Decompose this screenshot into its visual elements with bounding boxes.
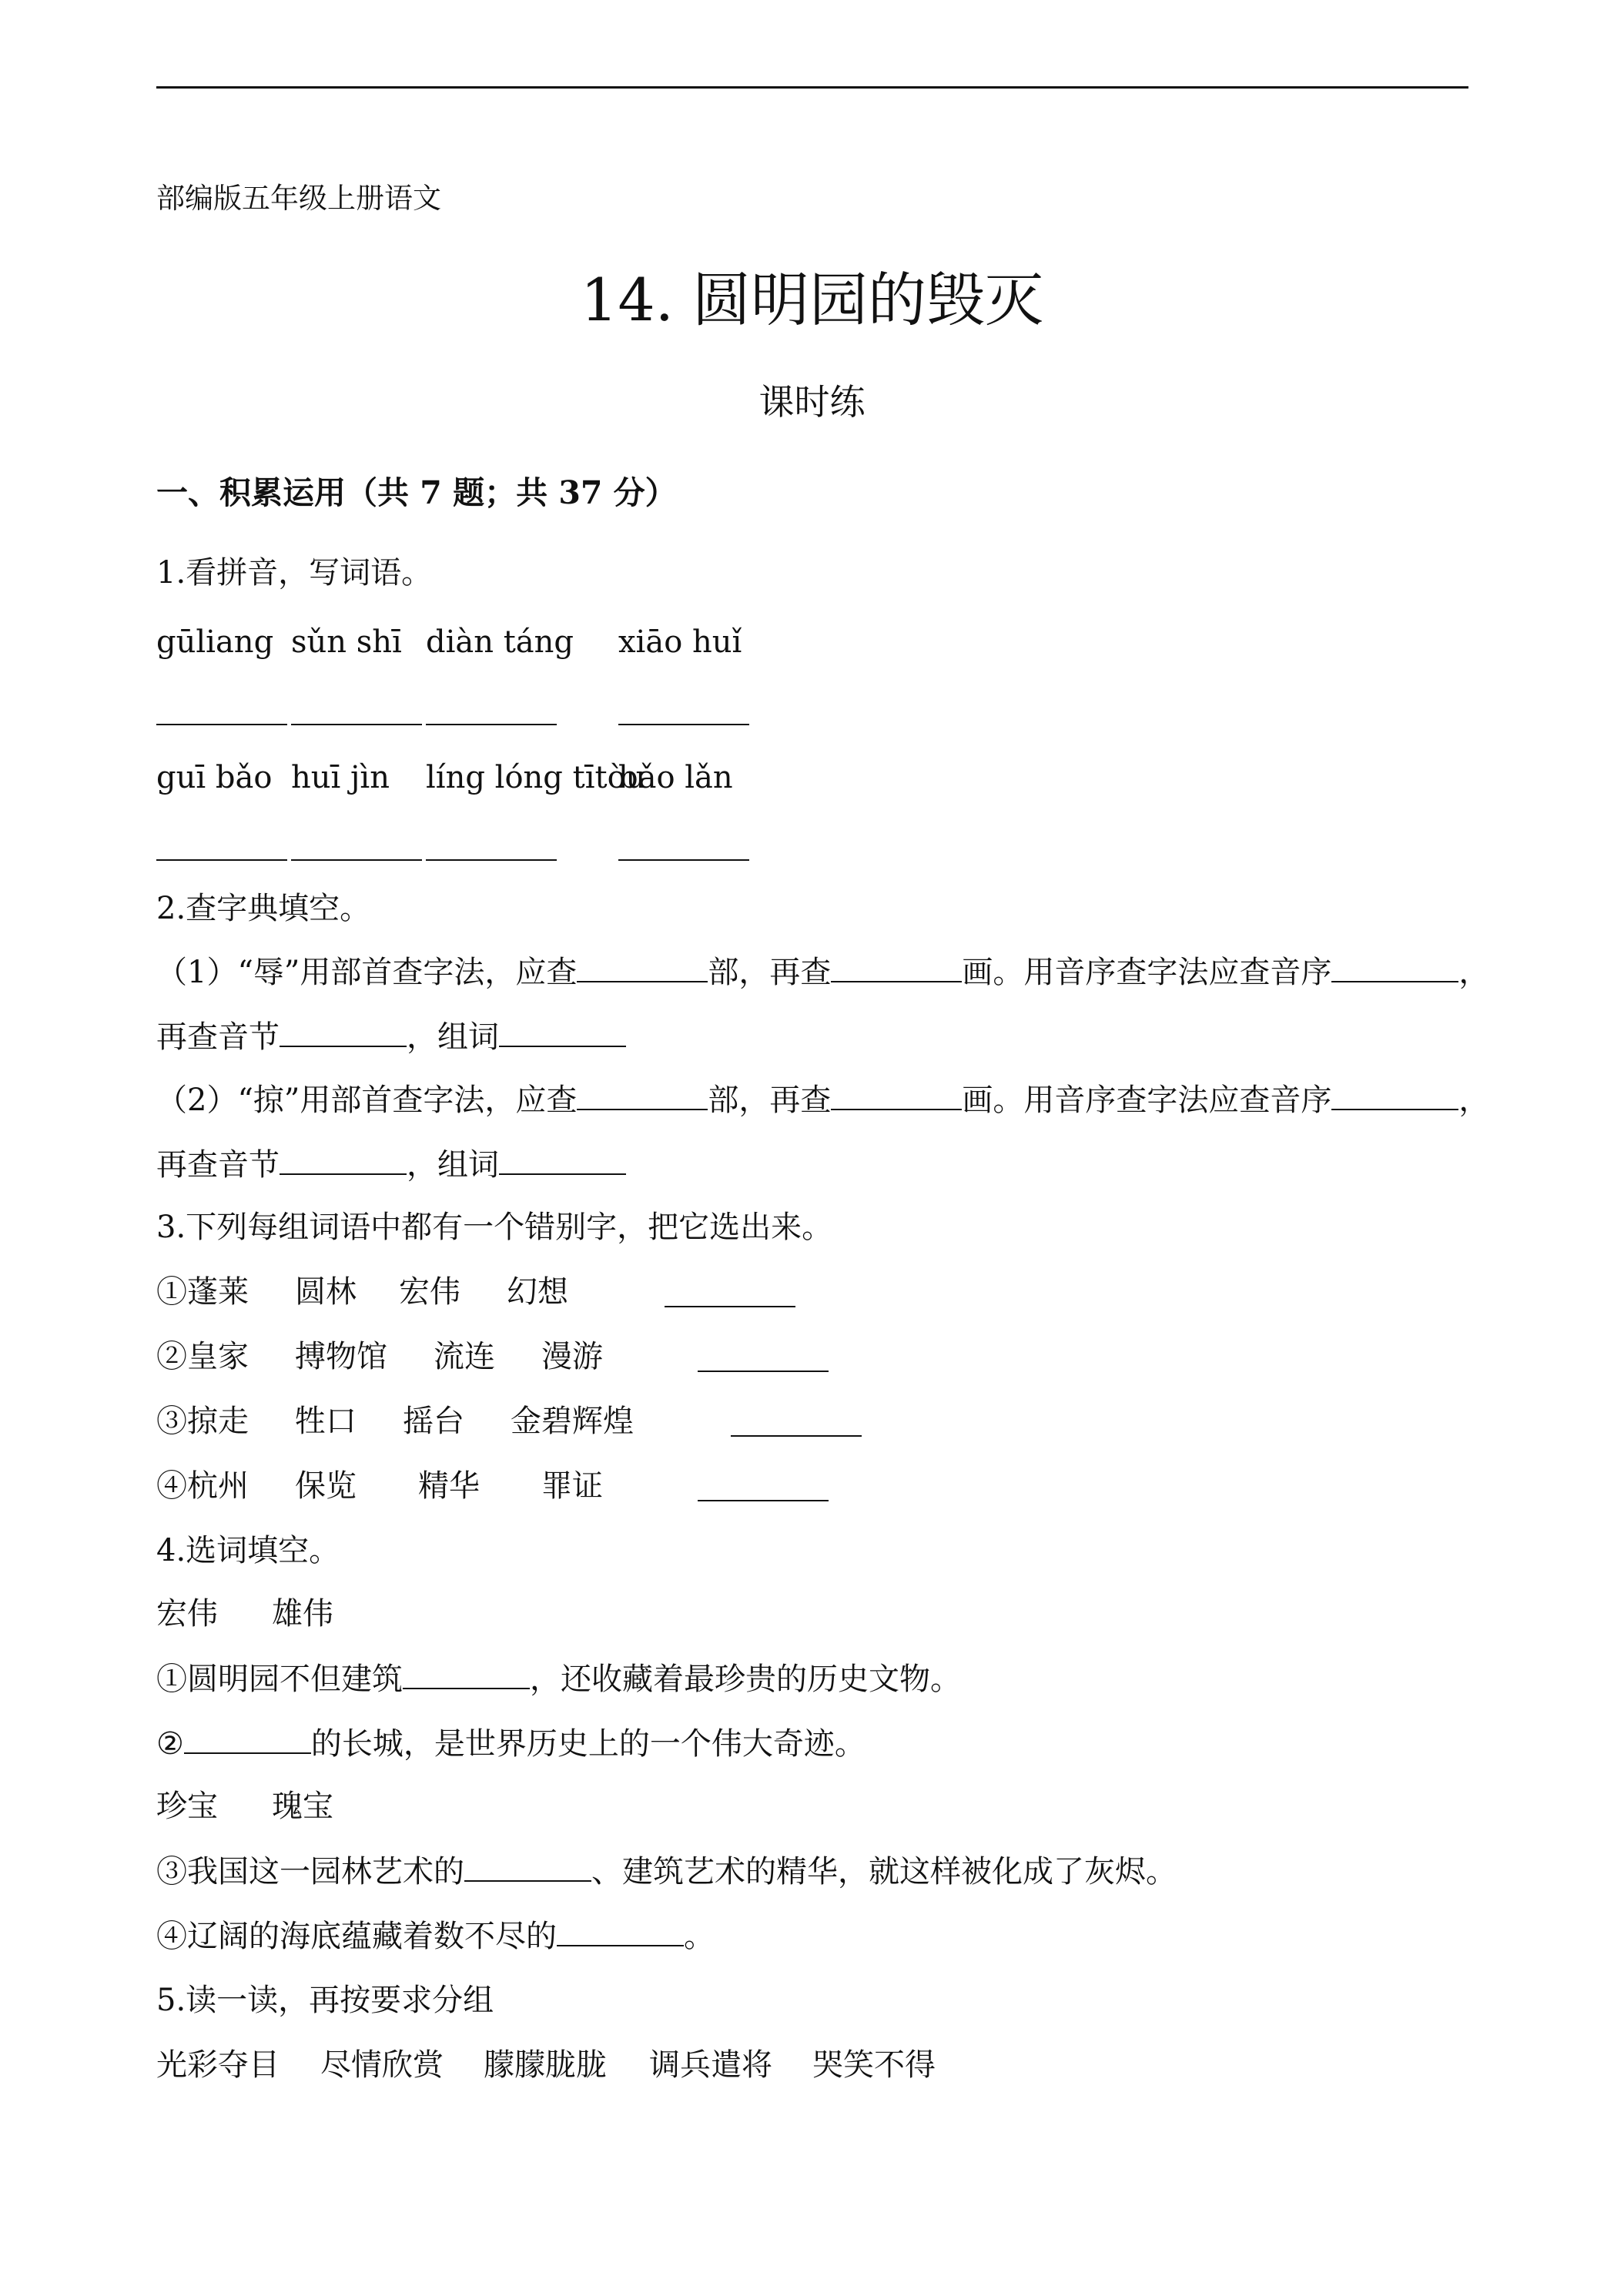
- q2-part2-line2: [156, 1143, 626, 1186]
- q2-text: （1）“辱”用部首查字法，应查: [156, 955, 578, 990]
- q4-text: 。: [684, 1919, 715, 1954]
- pinyin-item: diàn táng: [426, 624, 574, 660]
- q2-text: ，: [1458, 1083, 1490, 1118]
- answer-blank[interactable]: [426, 693, 557, 725]
- word: 流连: [434, 1339, 495, 1374]
- answer-blank[interactable]: [831, 1078, 962, 1110]
- answer-blank[interactable]: [156, 828, 287, 861]
- pinyin-item: xiāo huǐ: [618, 624, 742, 660]
- q2-part1-line2: [156, 1015, 626, 1059]
- answer-blank[interactable]: [1331, 1078, 1458, 1110]
- q4-sentence-4: [156, 1914, 715, 1958]
- q4-text: ④辽阔的海底蕴藏着数不尽的: [156, 1919, 557, 1954]
- q5-prompt: 5.读一读，再按要求分组: [156, 1983, 494, 2018]
- word: 金碧辉煌: [511, 1404, 634, 1439]
- q3-prompt: 3.下列每组词语中都有一个错别字，把它选出来。: [156, 1210, 833, 1245]
- answer-blank[interactable]: [499, 1143, 626, 1175]
- q4-text: 的长城，是世界历史上的一个伟大奇迹。: [310, 1726, 866, 1762]
- answer-blank[interactable]: [156, 693, 287, 725]
- q2-text: 画。用音序查字法应查音序: [962, 955, 1332, 990]
- answer-blank[interactable]: [618, 828, 749, 861]
- q2-prompt: 2.查字典填空。: [156, 891, 371, 926]
- q4-sentence-2: [156, 1722, 866, 1766]
- word: 漫游: [541, 1339, 603, 1374]
- word-option: 珍宝: [156, 1789, 218, 1824]
- word: 罪证: [541, 1468, 603, 1504]
- word: 保览: [295, 1468, 357, 1504]
- answer-blank[interactable]: [698, 1469, 829, 1501]
- q2-text: ，组词: [407, 1147, 499, 1183]
- answer-blank[interactable]: [280, 1143, 407, 1175]
- q1-prompt: 1.看拼音，写词语。: [156, 555, 433, 591]
- answer-blank[interactable]: [464, 1849, 591, 1882]
- answer-blank[interactable]: [291, 828, 422, 861]
- q4-text: ②: [156, 1726, 184, 1762]
- answer-blank[interactable]: [698, 1340, 829, 1372]
- answer-blank[interactable]: [557, 1914, 684, 1946]
- q4-text: ，还收藏着最珍贵的历史文物。: [530, 1662, 961, 1697]
- answer-blank[interactable]: [618, 693, 749, 725]
- q4-word-pair-1: [156, 1592, 464, 1635]
- q2-text: 再查音节: [156, 1019, 280, 1055]
- word-option: 宏伟: [156, 1596, 218, 1632]
- word: 圆林: [295, 1274, 357, 1310]
- pinyin-item: bǎo lǎn: [618, 760, 733, 795]
- word: 精华: [418, 1468, 480, 1504]
- pinyin-item: huī jìn: [291, 760, 390, 795]
- q2-text: 部，再查: [708, 1083, 832, 1118]
- answer-blank[interactable]: [577, 1078, 708, 1110]
- q5-word-list: [156, 2043, 1157, 2087]
- answer-blank[interactable]: [499, 1015, 626, 1047]
- q4-text: 、建筑艺术的精华，就这样被化成了灰烬。: [591, 1854, 1177, 1889]
- word: 幻想: [507, 1274, 568, 1310]
- word-option: 雄伟: [272, 1596, 333, 1632]
- word: ②皇家: [156, 1339, 249, 1374]
- q3-group-2: [156, 1335, 849, 1378]
- answer-blank[interactable]: [831, 950, 962, 982]
- word: 光彩夺目: [156, 2047, 280, 2083]
- q2-text: ，: [1458, 955, 1490, 990]
- pinyin-item: gūliang: [156, 624, 274, 660]
- word: 牲口: [295, 1404, 357, 1439]
- q4-text: ①圆明园不但建筑: [156, 1662, 403, 1697]
- pinyin-item: sǔn shī: [291, 624, 402, 660]
- q3-group-3: [156, 1400, 849, 1443]
- page-subtitle: 课时练: [758, 381, 866, 423]
- q2-part2-line1: [156, 1078, 1489, 1122]
- answer-blank[interactable]: [291, 693, 422, 725]
- q4-word-pair-2: [156, 1785, 464, 1828]
- q4-sentence-3: [156, 1849, 1177, 1893]
- word: ③掠走: [156, 1404, 249, 1439]
- q3-group-1: [156, 1270, 849, 1314]
- header-rule: [156, 86, 1468, 89]
- q2-text: 部，再查: [708, 955, 832, 990]
- pinyin-item: líng lóng tītòu: [426, 760, 646, 795]
- q2-text: 画。用音序查字法应查音序: [962, 1083, 1332, 1118]
- answer-blank[interactable]: [665, 1275, 795, 1307]
- word: 搏物馆: [295, 1339, 387, 1374]
- word: 宏伟: [399, 1274, 460, 1310]
- word: 哭笑不得: [812, 2047, 936, 2083]
- answer-blank[interactable]: [184, 1722, 311, 1754]
- word: 摇台: [403, 1404, 464, 1439]
- answer-blank[interactable]: [426, 828, 557, 861]
- q2-text: 再查音节: [156, 1147, 280, 1183]
- pinyin-item: guī bǎo: [156, 760, 273, 795]
- word: ①蓬莱: [156, 1274, 249, 1310]
- q2-part1-line1: [156, 950, 1489, 994]
- answer-blank[interactable]: [280, 1015, 407, 1047]
- word: ④杭州: [156, 1468, 249, 1504]
- answer-blank[interactable]: [1331, 950, 1458, 982]
- q4-prompt: 4.选词填空。: [156, 1533, 340, 1568]
- word: 调兵遣将: [649, 2047, 772, 2083]
- q3-group-4: [156, 1464, 849, 1508]
- word: 尽情欣赏: [320, 2047, 444, 2083]
- q2-text: ，组词: [407, 1019, 499, 1055]
- answer-blank[interactable]: [403, 1657, 530, 1689]
- word-option: 瑰宝: [272, 1789, 333, 1824]
- publisher-label: 部编版五年级上册语文: [156, 182, 441, 215]
- page-title: 14. 圆明园的毁灭: [580, 266, 1044, 334]
- word: 朦朦胧胧: [484, 2047, 607, 2083]
- answer-blank[interactable]: [731, 1404, 862, 1437]
- answer-blank[interactable]: [577, 950, 708, 982]
- section-heading: 一、积累运用（共 7 题；共 37 分）: [156, 474, 677, 511]
- q2-text: （2）“掠”用部首查字法，应查: [156, 1083, 578, 1118]
- q4-sentence-1: [156, 1657, 961, 1701]
- q4-text: ③我国这一园林艺术的: [156, 1854, 464, 1889]
